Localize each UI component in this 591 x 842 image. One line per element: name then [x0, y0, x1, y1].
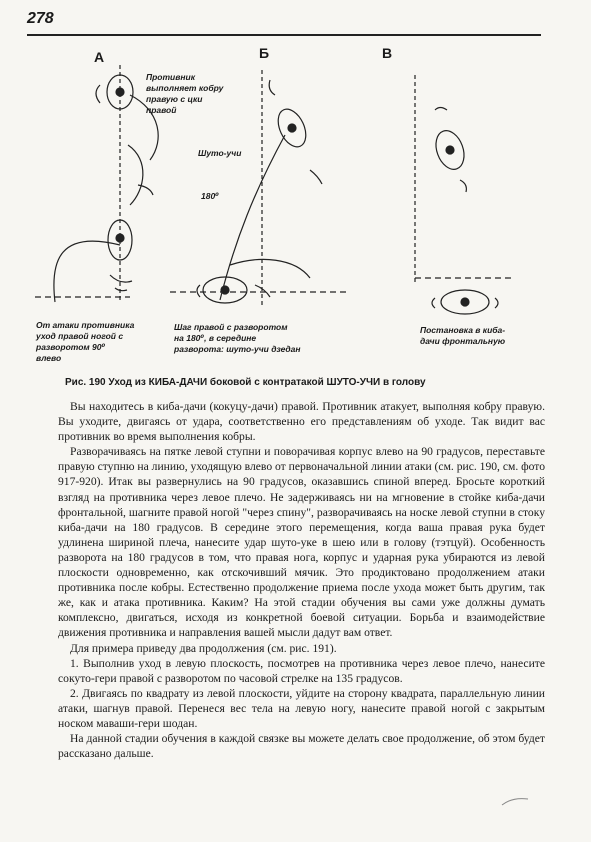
- figure-caption: Рис. 190 Уход из КИБА-ДАЧИ боковой с контратакой ШУТО-УЧИ в голову: [65, 377, 426, 388]
- panel-label-a: А: [94, 49, 105, 65]
- annotation-shuto-uchi: Шуто-учи: [198, 148, 242, 158]
- annotation-caption-c: Постановка в киба- дачи фронтальную: [420, 325, 506, 346]
- annotation-caption-b: Шаг правой с разворотом на 180⁰, в середине разворота: шуто-учи дзедан: [174, 322, 301, 354]
- paragraph: Для примера приведу два продолжения (см. рис. 191).: [70, 641, 337, 655]
- paragraph: На данной стадии обучения в каждой связке вы можете делать свое продолжение, об этом будет рассказано дальше.: [58, 732, 545, 761]
- page-number: 278: [27, 10, 54, 27]
- turn-arc-b: [230, 259, 310, 278]
- annotation-opponent-kick: Противник выполняет кобру правую с цки правой: [146, 72, 224, 115]
- pencil-mark: [500, 795, 530, 807]
- paragraph: 1. Выполнив уход в левую плоскость, посмотрев на противника через левое плечо, нанесите сокуто-гери правой с разворотом по часовой стрелке на 135 градусов.: [58, 656, 545, 685]
- header-rule: [27, 34, 541, 36]
- body-text: [58, 399, 545, 761]
- panel-label-c: В: [382, 45, 393, 61]
- panel-label-b: Б: [259, 45, 270, 61]
- shuto-arc-b: [220, 135, 285, 300]
- annotation-caption-a: От атаки противника уход правой ногой с разворотом 90⁰ влево: [36, 320, 135, 363]
- paragraph: Разворачиваясь на пятке левой ступни и поворачивая корпус влево на 90 градусов, переставьте правую ступню на линию, уходящую влево от первоначальной линии атаки (см. рис. 190, см. фото 917-920). Итак вы развернулись на 90 градусов, оказавшись спиной вперед. Бросьте короткий взгляд на противника через левое плечо. Не задерживаясь ни на мгновение в стойке киба-дачи фронтальной, шагните правой ногой "через спину", разворачиваясь на носке левой ступни в стоку киба-дачи на 180 градусов. В середине этого перемещения, когда ваша правая рука будет удлинена шириной плеча, нанесите удар шуто-уке в шею или в голову (тэтцуй). Особенность разворота на 180 градусов в том, что правая нога, корпус и ударная рука убираются из левой плоскости одновременно, как отскочивший мячик. Это продиктовано продолжением атаки противника после кобры. Естественно продолжение приема после ухода может быть другим, так же, как и атака противника. Каким? На этой стадии обучения вы сами уже должны думать комплексно, двигаться, исходя из конкретной боевой ситуации. Борьба и взаимодействие движения противника и направления вашей мысли дадут вам ответ.: [58, 445, 545, 640]
- annotation-180: 180⁰: [201, 191, 219, 201]
- paragraph: Вы находитесь в киба-дачи (кокуцу-дачи) правой. Противник атакует, выполняя кобру правую. Вы уходите, двигаясь от удара, соответственно его представлениям об уходе. Так видит вас противник во время выполнения кобры.: [58, 400, 545, 444]
- paragraph: 2. Двигаясь по квадрату из левой плоскости, уйдите на сторону квадрата, параллельную линии атаки, шагнув правой. Перенеся вес тела на левую ногу, нанесите правой ногой с закрытым носком маваши-гери шодан.: [58, 686, 545, 730]
- step-arc-a: [128, 145, 143, 205]
